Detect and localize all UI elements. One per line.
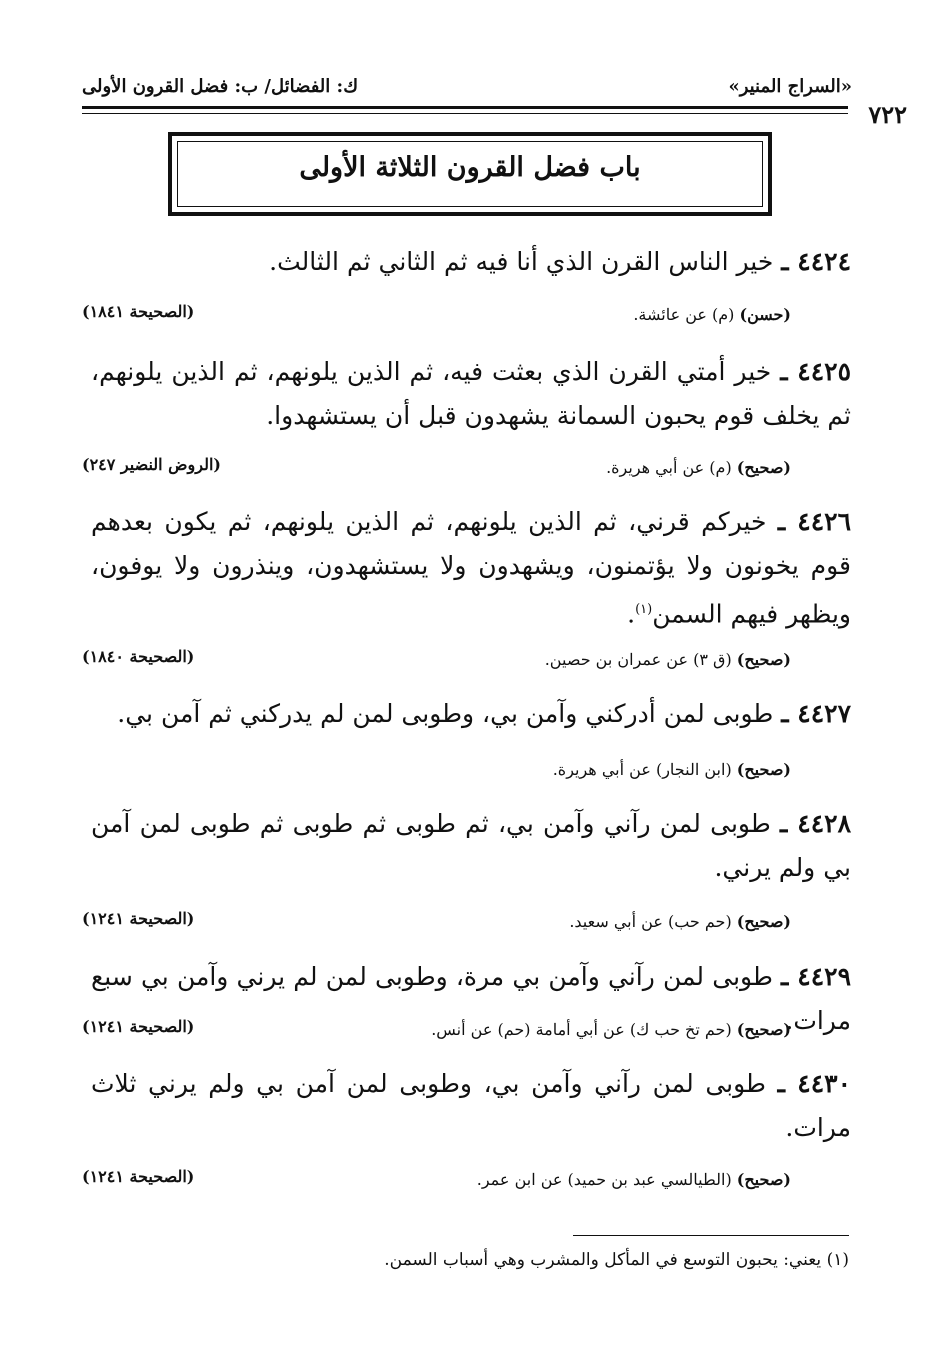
hadith-grade: (صحيح) <box>736 912 791 931</box>
hadith-narration: (ق ٣) عن عمران بن حصين. <box>544 650 732 669</box>
hadith-reference <box>606 458 791 477</box>
running-header-book-title: «السراج المنير» <box>728 76 852 97</box>
hadith-source: (الروض النضير ٢٤٧) <box>82 455 221 474</box>
chapter-title: باب فضل القرون الثلاثة الأولى <box>299 152 641 183</box>
hadith-text-end: . <box>627 599 636 629</box>
hadith-number: ٤٤٢٤ ـ <box>781 247 851 276</box>
hadith-source: (الصحيحة ١٢٤١) <box>82 1017 195 1036</box>
hadith-reference <box>633 305 791 324</box>
hadith-source: (الصحيحة ١٨٤١) <box>82 302 195 321</box>
hadith-4430 <box>91 1062 851 1150</box>
footnote-text: يعني: يحبون التوسع في المأكل والمشرب وهي أسباب السمن. <box>384 1250 822 1270</box>
hadith-grade: (صحيح) <box>736 650 791 669</box>
running-header-section: ك: الفضائل/ ب: فضل القرون الأولى <box>82 76 359 97</box>
hadith-source: (الصحيحة ١٢٤١) <box>82 909 195 928</box>
hadith-narration: (حم تخ حب ك) عن أبي أمامة (حم) عن أنس. <box>431 1020 732 1039</box>
hadith-reference <box>569 912 791 931</box>
hadith-number: ٤٤٢٧ ـ <box>781 699 851 728</box>
hadith-grade: (صحيح) <box>736 760 791 779</box>
hadith-narration: (م) عن عائشة. <box>633 305 735 324</box>
hadith-grade: (حسن) <box>739 305 791 324</box>
hadith-number: ٤٤٢٩ ـ <box>781 962 852 991</box>
hadith-grade: (صحيح) <box>736 458 791 477</box>
hadith-source: (الصحيحة ١٢٤١) <box>82 1167 195 1186</box>
hadith-text: طوبى لمن رآني وآمن بي مرة، وطوبى لمن لم يرني وآمن بي سبع مرات. <box>91 962 851 1035</box>
hadith-source: (الصحيحة ١٨٤٠) <box>82 647 195 666</box>
hadith-number: ٤٤٢٥ ـ <box>780 357 852 386</box>
hadith-4426 <box>91 500 851 636</box>
hadith-grade: (صحيح) <box>736 1020 791 1039</box>
header-rule-thin <box>82 113 848 114</box>
hadith-narration: (م) عن أبي هريرة. <box>606 458 732 477</box>
hadith-narration: (ابن النجار) عن أبي هريرة. <box>552 760 732 779</box>
hadith-text: خير الناس القرن الذي أنا فيه ثم الثاني ثم الثالث. <box>269 247 774 276</box>
hadith-reference <box>553 760 791 779</box>
hadith-4427 <box>91 692 851 736</box>
hadith-narration: (حم حب) عن أبي سعيد. <box>569 912 732 931</box>
hadith-number: ٤٤٣٠ ـ <box>777 1069 851 1098</box>
hadith-text: طوبى لمن رآني وآمن بي، ثم طوبى ثم طوبى ثم طوبى لمن آمن بي ولم يرني. <box>91 809 851 882</box>
page-number: ٧٢٢ <box>868 100 907 129</box>
hadith-text: طوبى لمن رآني وآمن بي، وطوبى لمن آمن بي ولم يرني ثلاث مرات. <box>91 1069 851 1142</box>
header-rule <box>82 106 848 109</box>
footnote-separator <box>573 1235 849 1236</box>
hadith-number: ٤٤٢٨ ـ <box>779 809 851 838</box>
hadith-number: ٤٤٢٦ ـ <box>777 507 851 536</box>
hadith-4428 <box>91 802 851 890</box>
footnote-marker[interactable]: (١) <box>635 602 653 617</box>
hadith-reference <box>545 650 791 669</box>
hadith-text: خير أمتي القرن الذي بعثت فيه، ثم الذين يلونهم، ثم الذين يلونهم، ثم يخلف قوم يحبون السمانة يشهدون قبل أن يستشهدوا. <box>91 357 851 430</box>
footnote-marker: (١) <box>826 1250 849 1270</box>
hadith-narration: (الطيالسي عبد بن حميد) عن ابن عمر. <box>476 1170 732 1189</box>
hadith-grade: (صحيح) <box>736 1170 791 1189</box>
hadith-text: خيركم قرني، ثم الذين يلونهم، ثم الذين يلونهم، ثم يكون بعدهم قوم يخونون ولا يؤتمنون، ويشهدون ولا يستشهدون، وينذرون ولا يوفون، ويظهر فيهم السمن <box>91 507 851 629</box>
hadith-reference <box>431 1020 791 1039</box>
hadith-reference <box>477 1170 791 1189</box>
hadith-text: طوبى لمن أدركني وآمن بي، وطوبى لمن لم يدركني ثم آمن بي. <box>117 699 774 728</box>
hadith-4425 <box>91 350 851 438</box>
hadith-4424 <box>91 240 851 284</box>
footnote <box>384 1250 849 1270</box>
